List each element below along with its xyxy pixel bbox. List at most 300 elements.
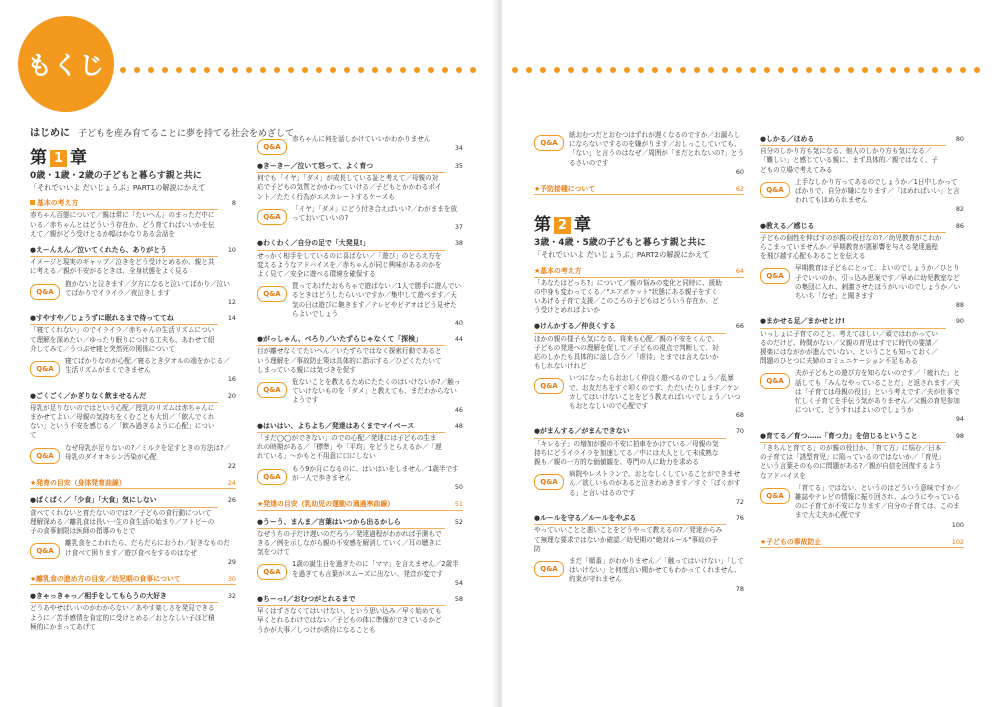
qa-questions: もう9か月になるのに、はいはいをしません／1歳半ですが一人で歩きません — [292, 464, 459, 482]
toc-entry — [30, 246, 236, 277]
page-number: 20 — [227, 391, 236, 400]
toc-entry — [30, 392, 236, 441]
qa-badge: Q&A — [257, 382, 287, 398]
entry-title: ●けんかする／仲良くする — [534, 322, 726, 333]
dot — [386, 67, 392, 73]
entry-title-row — [760, 432, 964, 443]
page-number: 94 — [955, 415, 964, 424]
entry-title-row — [30, 246, 236, 257]
qa-text-wrap — [292, 560, 463, 588]
dot — [764, 67, 770, 73]
chapter-prefix: 第 — [534, 215, 551, 236]
dot — [708, 67, 714, 73]
qa-entry — [534, 374, 744, 420]
qa-entry — [257, 378, 463, 415]
bullet: ● — [30, 496, 37, 505]
page-number: 10 — [227, 246, 236, 255]
qa-entry — [760, 369, 964, 424]
qa-questions: いつになったらおおしく仲良く遊べるのでしょう／乱暴で、お友だちをすぐ叩くのです、ただいたりします／ケンカしてはいけないことをどう教えればいいでしょう／いつもおとなしいので心配です — [569, 374, 741, 411]
qa-questions: 赤ちゃんに何を話しかけていいかわかりません — [292, 135, 431, 143]
qa-questions: 「育てる」ではない、というのはどういう意味ですか／雑誌やテレビの情報に振り回され、ふつうにやっているのに子育てが不安になります／自分の子育ては、このままで大丈夫か心配です — [795, 483, 961, 520]
bullet: ● — [30, 391, 37, 400]
dot — [638, 67, 644, 73]
dotted-rule-right — [512, 58, 992, 68]
entry-title-row — [760, 317, 964, 328]
dot — [806, 67, 812, 73]
dot — [148, 67, 154, 73]
dot — [624, 67, 630, 73]
entry-desc: 早くはずさなくてはいけない、という思い込み／早く始めても早くとれるわけではない／子どもの体に準備ができているかどうかが大事／しつけが虐待になることも — [257, 607, 442, 634]
qa-badge: Q&A — [257, 564, 287, 580]
qa-badge: Q&A — [30, 448, 60, 464]
star-title: ★子どもの事故防止 — [760, 537, 822, 546]
qa-entry — [30, 444, 236, 472]
bullet: ● — [30, 246, 37, 255]
entry-title: ●ごくごく／かぎりなく飲ませるんだ — [30, 392, 218, 403]
page-number: 40 — [454, 319, 463, 328]
dot — [932, 67, 938, 73]
qa-entry — [760, 264, 964, 310]
qa-questions: 買ってあげたおもちゃで遊ばない／1人で勝手に遊んでいるときはどうしたらいいですか／集中して遊べます／天気の日は遊びに飽きます／テレビやビデオはどう見せたらよいでしょう — [292, 282, 462, 318]
star-title: ★離乳食の進め方の目安／幼児期の食事について — [30, 574, 181, 583]
page-number: 102 — [951, 537, 964, 546]
dot — [428, 67, 434, 73]
qa-text-wrap — [292, 378, 463, 415]
page-number: 12 — [227, 298, 236, 307]
page-number: 100 — [951, 520, 964, 529]
bullet: ● — [30, 314, 37, 323]
page-number: 46 — [454, 405, 463, 414]
toc-entry — [30, 496, 236, 536]
page-number: 14 — [227, 314, 236, 323]
entry-desc: いっしょに子育てのこと、考えてほしい／頑ではわかっているのだけど、時間がない／父親の育児はすでに時代の要請／援楽にはながかが進んでいない、ということも知っておく／問題のひとつに夫婦のコミュニケーション不足もある — [760, 329, 939, 366]
intro-text: 子どもを産み育てることに夢を持てる社会をめざして — [78, 129, 295, 139]
qa-questions: 「イヤ」「ダメ」にどう付き合えばいい?／わがままを放っておいていいの? — [292, 204, 458, 223]
qa-questions: 病院やレストランで、おとなしくしていることができません／欲しいものがあると泣きわめきます／すぐ「ぼくがする」と言いはるのです — [569, 470, 741, 497]
entry-title: ●きーきー／泣いて怒って、よく育つ — [257, 162, 445, 173]
qa-questions: 1歳の誕生日を過ぎたのに「ママ」を言えません／2歳半を過ぎても言葉がスムーズに出ない、発音が変です — [292, 560, 459, 578]
toc-entry — [760, 135, 964, 175]
dot — [974, 67, 980, 73]
entry-desc: 自分のしかり方も気になる、他人のしかり方も気になる／「難しい」と感じている親に、まず具体的／親ではなく、子どもの立場で考えてみる — [760, 147, 938, 174]
page-number: 88 — [955, 301, 964, 310]
qa-badge: Q&A — [30, 284, 60, 300]
bullet: ● — [760, 221, 767, 230]
toc-entry — [760, 222, 964, 262]
bullet: ● — [760, 317, 767, 326]
star-entry — [760, 538, 964, 548]
qa-badge: Q&A — [534, 474, 564, 490]
entry-title: ●まかせる足／まかせとけ! — [760, 317, 946, 328]
chapter-title: 0歳・1歳・2歳の子どもと暮らす親と共に — [30, 171, 202, 181]
dot — [694, 67, 700, 73]
dot — [722, 67, 728, 73]
qa-text-wrap — [569, 131, 744, 177]
entry-desc: 「寝てくれない」のでイライラ／赤ちゃんの生活リズムについて理解を深めたい／ゆったり眠りにつける工夫も、あわせて紹介してみて／うつぶせ寝と突然死の関係について — [30, 326, 215, 353]
entry-desc: どうあやせばいいのかわからない／あやす楽しさを発見できるように／苦手感情を肯定的に受けとめる／おとなしい子ほど積極的にかまってあげて — [30, 604, 215, 631]
chapter-subtitle: 「それでいいよ だいじょうぶ」PART2の解説にかえて — [534, 250, 710, 260]
bullet: ● — [534, 322, 541, 331]
dot — [512, 67, 518, 73]
qa-entry — [257, 205, 463, 233]
entry-desc: ほかの親の様子も気になる、将来も心配／親の不安をくんで、子どもの発達への理解を促して／子どもの視点で判断して、対応のしかたも具体的に話し合う／「虐待」とまでは言えないかもしれないけれど — [534, 334, 719, 371]
qa-text-wrap — [569, 557, 744, 594]
bullet: ● — [30, 592, 37, 601]
qa-questions: まだ「順番」がわかりません／「触ってはいけない」「してはいけない」と何度言い聞かせてもわかってくれません、約束が守れません — [569, 556, 744, 584]
entry-title-row — [257, 595, 463, 606]
dot — [918, 67, 924, 73]
dot — [596, 67, 602, 73]
entry-title: ●しかる／ほめる — [760, 135, 946, 146]
page-number: 29 — [227, 557, 236, 566]
chapter-number-row — [30, 147, 236, 168]
qa-entry — [30, 539, 236, 567]
toc-entry — [534, 514, 744, 554]
entry-title-row — [257, 162, 463, 173]
dot — [540, 67, 546, 73]
entry-desc: なぜうちの子だけ遅いのだろう／発達過程がわかれば予測もできる／例を示しながら親の不安感を解消していく／耳の聴きに気をつけて — [257, 529, 442, 557]
page-number: 66 — [735, 322, 744, 331]
star-entry — [534, 267, 744, 277]
dot — [274, 67, 280, 73]
bullet: ● — [534, 514, 541, 523]
dot — [680, 67, 686, 73]
entry-title: ●うーう、まんま／言葉はいつから出るかしら — [257, 518, 445, 529]
entry-title-row — [760, 135, 964, 146]
entry-title-row — [257, 422, 463, 433]
dot — [526, 67, 532, 73]
star-title: ★基本の考え方 — [534, 267, 582, 276]
page-number: 64 — [735, 267, 744, 276]
dot — [666, 67, 672, 73]
entry-title: 基本の考え方 — [30, 199, 218, 210]
chapter-heading — [30, 147, 236, 192]
bullet: ● — [257, 594, 264, 603]
dot — [960, 67, 966, 73]
bullet: ● — [257, 421, 264, 430]
qa-badge: Q&A — [760, 268, 790, 284]
page-number: 90 — [955, 317, 964, 326]
dot — [946, 67, 952, 73]
qa-questions: なぜ母乳が足りないの?／ミルクを足すときの方法は?／母乳のダイオキシン汚染が心配 — [65, 443, 231, 461]
entry-title: ●えーんえん／泣いてくれたら、ありがとう — [30, 246, 218, 257]
page-number: 16 — [227, 375, 236, 384]
qa-entry — [534, 470, 744, 507]
dot — [372, 67, 378, 73]
qa-text-wrap — [292, 205, 463, 233]
entry-title: ●ぱくぱく／「少食」「大食」気にしない — [30, 496, 218, 507]
qa-text-wrap — [65, 539, 236, 567]
entry-title: ●育てる／育つ……「育つ力」を信じるということ — [760, 432, 946, 443]
entry-title-row — [760, 222, 964, 233]
dot — [834, 67, 840, 73]
chapter-number: 1 — [50, 150, 67, 167]
qa-badge: Q&A — [534, 135, 564, 151]
dot — [316, 67, 322, 73]
qa-questions: 夫が子どもとの遊び方を知らないのです／「疲れた」と話しても「みんなやっていることだ」と返されます／夫は「子育ては母親の役目」という考えです／夫が仕事で忙しく子育てを手伝う気がありません／父親の育児参加について、どうすればよいのでしょうか — [795, 369, 960, 415]
star-title: ★発育の目安（身体発育曲線） — [30, 479, 126, 488]
qa-badge: Q&A — [760, 182, 790, 198]
qa-entry — [760, 178, 964, 215]
page-number: 72 — [735, 497, 744, 506]
qa-questions: 寝てばかりなのが心配／寝るとき夕オルの端をかじる／生活リズムがまくできません — [65, 357, 230, 375]
dot — [358, 67, 364, 73]
page-number: 51 — [454, 500, 463, 509]
section-entry — [30, 199, 236, 239]
qa-text-wrap — [569, 374, 744, 420]
toc-entry — [760, 317, 964, 366]
qa-questions: 抱かないと泣きます／夕方になると泣いてばかり／泣いてばかりでイライラ／夜泣きします — [65, 279, 230, 297]
qa-entry — [30, 280, 236, 308]
entry-desc: 「まだ◯◯ができない」のでの心配／発達には子どもの生まれの時期がある／「標準」や「平均」をどうとらえるか／「遅れている」～かもと不用意に口にしない — [257, 434, 442, 461]
bullet: ● — [257, 162, 264, 170]
dot — [750, 67, 756, 73]
chapter-suffix: 章 — [70, 147, 87, 168]
dot — [190, 67, 196, 73]
entry-title: ●教える／感じる — [760, 222, 946, 233]
qa-text-wrap — [795, 369, 964, 424]
toc-entry — [257, 595, 463, 635]
entry-desc: 何でも「イヤ」「ダメ」が成長している証と考えて／母親の対応で子どもの気質とかかわっていける／子どもとかかわるポイント／たたく行為がエスカレートするケースも — [257, 174, 442, 201]
toc-column-3 — [534, 128, 744, 594]
dot — [456, 67, 462, 73]
dot — [652, 67, 658, 73]
entry-title-row — [30, 496, 236, 507]
page-number: 30 — [227, 574, 236, 583]
entry-title-row — [257, 518, 463, 529]
qa-entry — [257, 135, 463, 155]
entry-desc: 「きちんと育てる」のが親の役目か、「育て方」に悩む／日本の子育ては「誘型育児」に陥っているのではないか／「育児」という言葉そのものに問題がある?／親が自信を回復するようなアドバイスを — [760, 443, 942, 480]
dot — [862, 67, 868, 73]
chapter-heading — [534, 217, 744, 259]
toc-entry — [534, 427, 744, 467]
page-number: 62 — [735, 185, 744, 194]
page-number: 70 — [735, 427, 744, 436]
qa-badge: Q&A — [30, 543, 60, 559]
toc-entry — [760, 432, 964, 481]
right-page — [502, 0, 1000, 707]
entry-title-row — [534, 514, 744, 525]
chapter-title: 3歳・4歳・5歳の子どもと暮らす親と共に — [534, 238, 706, 249]
page-number: 78 — [735, 584, 744, 593]
dot — [820, 67, 826, 73]
toc-title: もくじ — [18, 16, 114, 112]
qa-badge: Q&A — [257, 209, 287, 225]
entry-title: ●きゃっきゃっ／相手をしてもらうの大好き — [30, 592, 218, 603]
dot — [204, 67, 210, 73]
dot — [176, 67, 182, 73]
bullet: ● — [257, 335, 264, 344]
dot — [778, 67, 784, 73]
dot — [736, 67, 742, 73]
page-number: 44 — [454, 335, 463, 344]
dot — [610, 67, 616, 73]
qa-badge: Q&A — [257, 139, 287, 155]
dot — [260, 67, 266, 73]
entry-title-row — [30, 592, 236, 603]
dot — [120, 67, 126, 73]
page-number: 35 — [454, 162, 463, 170]
page-number: 86 — [955, 221, 964, 230]
page-number: 22 — [227, 462, 236, 471]
star-title: ★発達の目安（乳幼児の運動の通過率曲線） — [257, 500, 395, 509]
toc-entry — [30, 592, 236, 632]
qa-entry — [257, 282, 463, 328]
dot — [162, 67, 168, 73]
qa-badge: Q&A — [760, 488, 790, 504]
qa-badge: Q&A — [534, 378, 564, 394]
bullet: ● — [760, 135, 767, 143]
qa-text-wrap — [292, 135, 463, 155]
qa-text-wrap — [65, 280, 236, 308]
chapter-suffix: 章 — [574, 215, 591, 236]
page-number: 50 — [454, 483, 463, 492]
toc-entry — [257, 239, 463, 279]
qa-questions: 離乳食をこわれたら、だらだらにおうわ／好きなものだけ食べて困ります／遊び食べをするのはなぜ — [65, 539, 230, 557]
dot — [554, 67, 560, 73]
qa-questions: 紙おむつだとおむつはずれが遅くなるのですか／お漏らしにならないでするのを嫌がります／おしっこしていても、「ない」と言うのはなぜ／周囲が「まだとれないの?」とうるさいのです — [569, 131, 744, 167]
entry-desc: やっていいことと悪いことをどうやって教えるの?／発達からみて無理な要求ではないか確認／幼児期の"絶対ルール"事故の予防 — [534, 526, 723, 553]
page-number: 38 — [454, 239, 463, 248]
page-number: 8 — [231, 199, 236, 208]
page-number: 52 — [454, 517, 463, 526]
dot — [848, 67, 854, 73]
dot — [876, 67, 882, 73]
page-number: 58 — [454, 594, 463, 603]
chapter-number: 2 — [554, 217, 571, 234]
dot — [302, 67, 308, 73]
entry-desc: 子どもの個性を伸ばすのが親の役目なの?／幼児教育がこれからこまっていませんか／早期教育が悪影響を与える発達過程を飛び越す心配もあることを伝える — [760, 233, 942, 261]
page-number: 76 — [735, 514, 744, 523]
qa-questions: 早期教育は子どもにとって、よいのでしょうか／ひとり子でいいのか、引っ込み思案です／早めに幼児教室などの集団に入れ、刺激させたほうがいいのでしょうか／いちいち「なぜ」と聞きます — [795, 264, 961, 301]
entry-desc: イメージと現実のギャップ／泣きをどう受けとめるか、親と共に考える／親が不安がるときは、全身状態をよく見る — [30, 258, 215, 276]
entry-title-row — [257, 335, 463, 346]
entry-title-row — [30, 392, 236, 403]
chapter-number-row — [534, 217, 744, 234]
entry-title: ●がっしゃん、べろり／いたずらじゃなくて「探検」 — [257, 335, 445, 346]
bullet: ● — [257, 239, 264, 248]
toc-column-1 — [30, 128, 236, 632]
qa-text-wrap — [292, 282, 463, 328]
page-number: 32 — [227, 592, 236, 601]
entry-title-row — [534, 427, 744, 438]
dotted-rule-left — [120, 58, 490, 68]
qa-badge: Q&A — [760, 373, 790, 389]
chapter-subtitle: 「それでいいよ だいじょうぶ」PART1の解説にかえて — [30, 183, 206, 192]
star-entry — [257, 500, 463, 510]
entry-desc: 食べてくれないと育たないのでは?／子どもの食行動について理解深める／離乳食は長い一生の食生活の始まり／アトピーの子の食事制限は医師の指導のもとで — [30, 508, 215, 536]
qa-entry — [257, 560, 463, 588]
dot — [904, 67, 910, 73]
entry-desc: 母乳が足りないのではという心配／授乳のリズムは赤ちゃんにまかせてよい／母親の気持ちをくむことも大切／「飲んでくれない」という不安を感じる／「飲み過ぎるように心配」について — [30, 403, 215, 440]
entry-title: ●がまんする／がまんできない — [534, 427, 726, 438]
qa-badge: Q&A — [257, 286, 287, 302]
qa-text-wrap — [795, 178, 964, 215]
entry-title: ●ちーっ!／おむつがとれるまで — [257, 595, 445, 606]
square-bullet-icon — [30, 200, 35, 205]
page-number: 54 — [454, 578, 463, 587]
qa-text-wrap — [569, 470, 744, 507]
star-entry — [30, 575, 236, 585]
page-number: 34 — [454, 144, 463, 153]
dot — [246, 67, 252, 73]
toc-entry — [30, 314, 236, 354]
entry-desc: 赤ちゃん百態について／親は常に「たいへん」のまっただ中にいる／赤ちゃんとはどういう存在か、どう育てればいいかを伝えて／親がどう受けとるか幅はかなりある会話を — [30, 211, 215, 238]
toc-column-4 — [760, 128, 964, 548]
entry-title: ●はいはい、よちよち／発達はあくまでマイペース — [257, 422, 445, 433]
toc-entry — [257, 518, 463, 558]
dot — [134, 67, 140, 73]
dot — [344, 67, 350, 73]
page-number: 37 — [454, 223, 463, 232]
page-number: 80 — [955, 135, 964, 143]
intro-label: はじめに — [30, 128, 70, 139]
dot — [568, 67, 574, 73]
page-number: 98 — [955, 431, 964, 440]
qa-entry — [30, 357, 236, 385]
toc-entry — [257, 162, 463, 202]
page-number: 48 — [454, 421, 463, 430]
star-title: ★予防接種について — [534, 185, 596, 194]
page-number: 26 — [227, 496, 236, 505]
qa-text-wrap — [795, 264, 964, 310]
dot — [400, 67, 406, 73]
page-number: 60 — [735, 167, 744, 176]
entry-desc: 目が離せなくてたいへん／いたずらではなく探索行動であるという理解を／事故防止策は具体的に指示する／ひどくたたいてしまっている親には気づきを促す — [257, 347, 442, 374]
qa-badge: Q&A — [257, 469, 287, 485]
bullet: ● — [257, 517, 264, 526]
entry-desc: 「あなたはどっち?」について／親の悩みの変化と同時に、援助の中身も変わってくる／"エアポケット"状態にある親子をすくいあげる子育て支援／このころの子どもはどういう存在か、どう受けとめればよいか — [534, 278, 722, 315]
qa-entry — [760, 484, 964, 530]
dot — [232, 67, 238, 73]
qa-questions: 危ないことを教えるためにたたくのはいけないか?／触っていけないものを「ダメ」と教えても、まだわからないようです — [292, 378, 461, 405]
qa-questions: 上手なしかり方ってあるのでしょうか／1日中しかってばかりで、自分が嫌になります／「ほめればいい」と言われてもほめられません — [795, 177, 960, 205]
qa-entry — [257, 465, 463, 493]
bullet: ● — [534, 427, 541, 436]
bullet: ● — [760, 431, 767, 440]
entry-title: ●わくわく／自分の足で「大発見!」 — [257, 239, 445, 250]
toc-entry — [534, 322, 744, 371]
entry-desc: 「キレる子」の増加が親の不安に拍車をかけている／母親の気持ちにどうイライラを加速してる／中には大人として未成熟な親も／親の一方的な価値観を、専門の人に助力を求める — [534, 439, 719, 467]
entry-title: ●すやすや／じょうずに眠れるまで待っててね — [30, 314, 218, 325]
qa-entry — [534, 131, 744, 177]
toc-column-2 — [257, 132, 463, 635]
entry-desc: せっかく相手をしているのに喜ばない／「遊び」のとらえ方を変えるようなアドバイスを／赤ちゃんが同じ興味があるのかをよく見て／安全に遊べる環境を確保する — [257, 251, 442, 279]
entry-title-row — [257, 239, 463, 250]
entry-title-row — [30, 199, 236, 210]
qa-text-wrap — [292, 465, 463, 493]
dot — [890, 67, 896, 73]
qa-badge: Q&A — [30, 361, 60, 377]
chapter-prefix: 第 — [30, 147, 47, 168]
entry-title: ●ルールを守る／ルールをやぶる — [534, 514, 726, 525]
qa-text-wrap — [795, 484, 964, 530]
qa-text-wrap — [65, 357, 236, 385]
star-entry — [30, 479, 236, 489]
entry-title-row — [534, 322, 744, 333]
dot — [414, 67, 420, 73]
dot — [470, 67, 476, 73]
page-number: 24 — [227, 479, 236, 488]
qa-badge: Q&A — [534, 561, 564, 577]
dot — [792, 67, 798, 73]
dot — [582, 67, 588, 73]
star-entry — [534, 185, 744, 195]
entry-title-row — [30, 314, 236, 325]
left-page — [0, 0, 498, 707]
toc-entry — [257, 335, 463, 375]
dot — [330, 67, 336, 73]
